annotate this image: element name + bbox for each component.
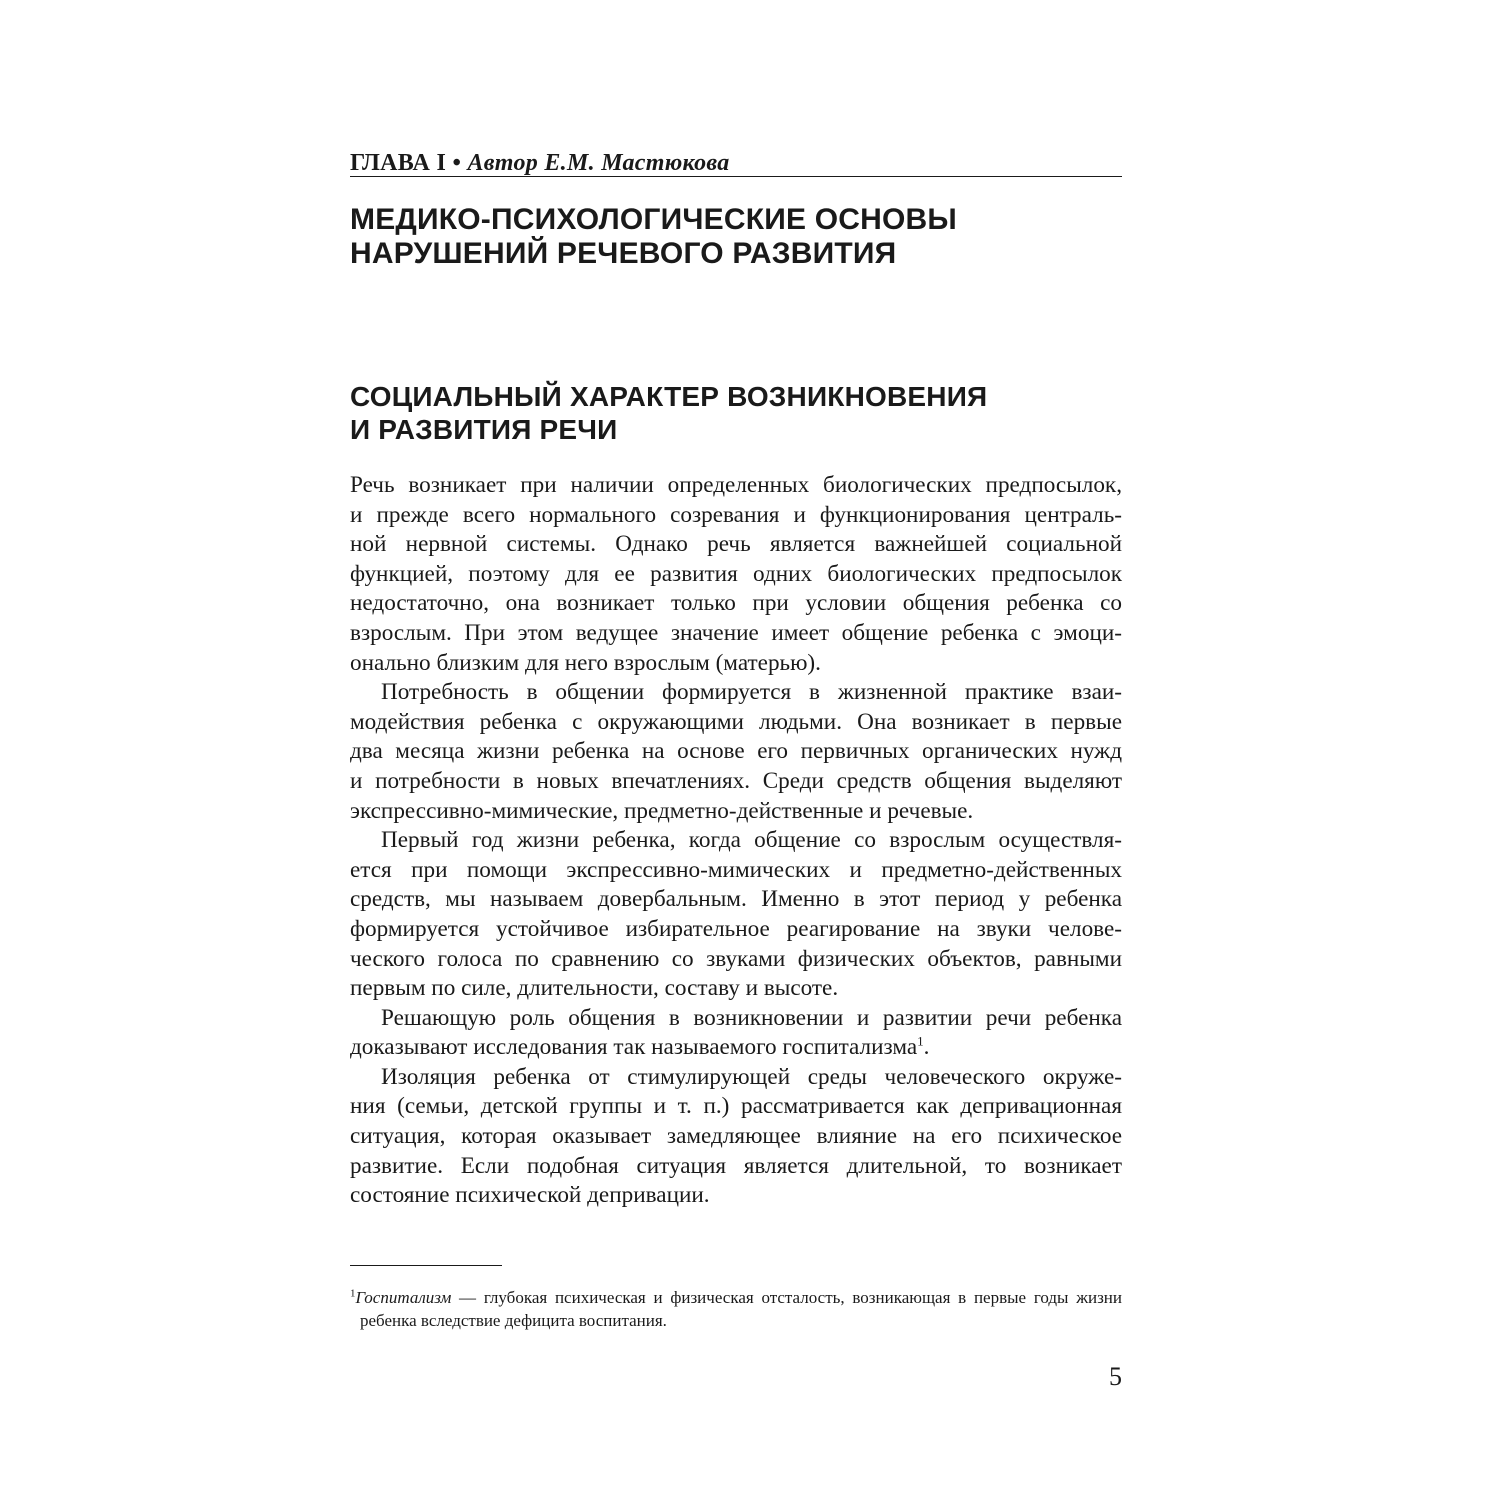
footnote-marker: 1 [350,1287,356,1300]
body-line: Изоляция ребенка от стимулирующей среды человеческого окруже- [381,1063,1122,1090]
book-page [350,0,1122,1500]
body-line: ческого голоса по сравнению со звуками физических объектов, равными [350,945,1122,972]
author-label: Автор Е.М. Мастюкова [467,150,730,176]
body-line: ной нервной системы. Однако речь является важнейшей социальной [350,531,1122,558]
section-title-line: СОЦИАЛЬНЫЙ ХАРАКТЕР ВОЗНИКНОВЕНИЯ [350,381,988,412]
body-line [350,1033,1122,1063]
chapter-title-line: НАРУШЕНИЙ РЕЧЕВОГО РАЗВИТИЯ [350,237,897,270]
body-line: и прежде всего нормального созревания и функционирования централь- [350,501,1122,528]
body-line: два месяца жизни ребенка на основе его первичных органических нужд [350,738,1122,765]
body-line-text: доказывают исследования так называемого госпитализма [350,1034,918,1061]
section-title-line: И РАЗВИТИЯ РЕЧИ [350,414,618,445]
body-line: и потребности в новых впечатлениях. Среди средств общения выделяют [350,767,1122,794]
footnote-line: ребенка вследствие дефицита воспитания. [360,1311,667,1330]
body-line: формируется устойчивое избирательное реагирование на звуки челове- [350,915,1122,942]
chapter-title-line: МЕДИКО-ПСИХОЛОГИЧЕСКИЕ ОСНОВЫ [350,203,957,236]
footnote-text: — глубокая психическая и физическая отсталость, возникающая в первые годы жизни [451,1288,1122,1307]
footnote-reference[interactable]: 1 [917,1033,924,1049]
body-line: ется при помощи экспрессивно-мимических и предметно-действенных [350,856,1122,883]
body-line: модействия ребенка с окружающими людьми. Она возникает в первые [350,708,1122,735]
body-line: Потребность в общении формируется в жизненной практике взаи- [381,679,1122,706]
footnote-rule [350,1265,502,1266]
page-number: 5 [1109,1362,1122,1391]
body-line: экспрессивно-мимические, предметно-действенные и речевые. [350,797,974,824]
body-line: взрослым. При этом ведущее значение имеет общение ребенка с эмоци- [350,619,1122,646]
body-line: онально близким для него взрослым (матерью). [350,649,821,676]
body-line: недостаточно, она возникает только при условии общения ребенка со [350,590,1122,617]
body-line: Решающую роль общения в возникновении и развитии речи ребенка [381,1004,1122,1031]
footnote [350,1286,1122,1332]
body-line: средств, мы называем довербальным. Именно в этот период у ребенка [350,886,1122,913]
body-line: первым по силе, длительности, составу и высоте. [350,975,839,1002]
body-line: ситуация, которая оказывает замедляющее влияние на его психическое [350,1123,1122,1150]
footnote-line [350,1286,1122,1309]
header-rule [350,176,1122,177]
chapter-title [350,203,1122,271]
sentence-period: . [923,1034,930,1061]
section-title [350,380,1122,446]
running-head [350,150,1122,176]
body-line: функцией, поэтому для ее развития одних биологических предпосылок [350,560,1122,587]
body-line: ния (семьи, детской группы и т. п.) рассматривается как депривационная [350,1093,1122,1120]
body-line: Первый год жизни ребенка, когда общение со взрослым осуществля- [381,827,1122,854]
separator-bullet: • [452,150,462,176]
chapter-label: ГЛАВА I [350,150,447,176]
body-line: Речь возникает при наличии определенных биологических предпосылок, [350,472,1122,498]
body-text [350,471,1122,1211]
body-line: развитие. Если подобная ситуация является длительной, то возникает [350,1152,1122,1179]
footnote-term: Госпитализм [355,1288,452,1307]
body-line: состояние психической депривации. [350,1182,710,1209]
